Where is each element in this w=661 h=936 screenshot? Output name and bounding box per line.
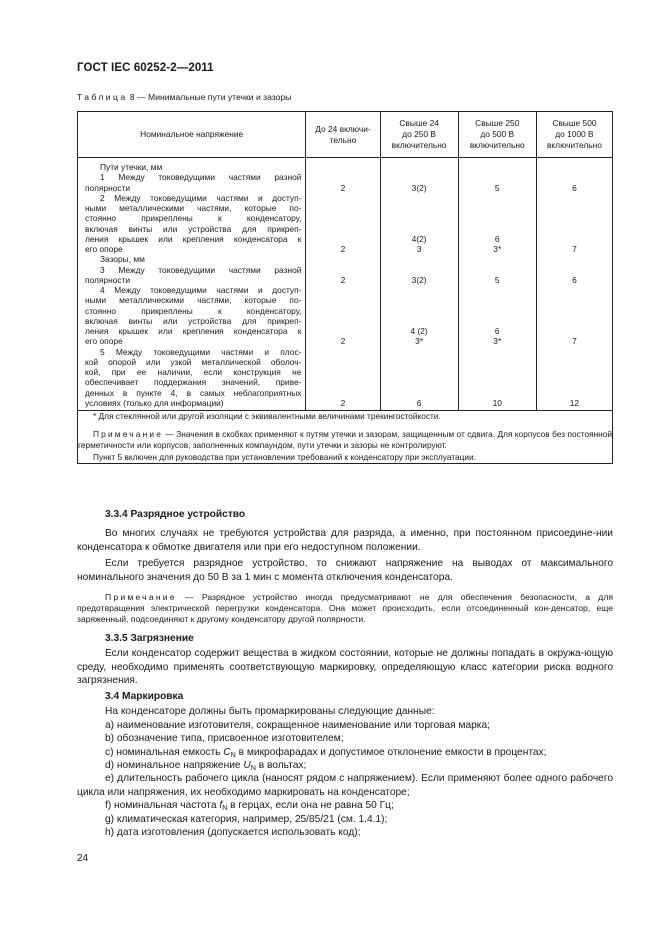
table-value — [459, 213, 536, 223]
table-value: 3(2) — [411, 182, 427, 193]
section-3-3-5 — [77, 632, 613, 688]
table-value — [459, 377, 536, 387]
list-item-f: f) номинальная частота $f_N$ в герцах, если она не равна 50 Гц; — [105, 800, 394, 813]
table-value: 2 — [340, 274, 346, 285]
table-value: 5 — [494, 182, 500, 193]
table-value — [381, 265, 458, 275]
table-note: Примечание — Значения в скобках применяют к путям утечки и зазорам, защищенным от сдвига. Для корпусов без постоянной герметичности или корпусов, заполненных компаундом, пути утечки и зазоры не контролируют. — [78, 429, 612, 450]
table-value: 3* — [415, 336, 424, 347]
table-value — [459, 367, 536, 377]
table-text-line: ными металлическими частями, которые по- — [85, 203, 302, 213]
values-col-1 — [306, 158, 380, 411]
table-value — [306, 213, 379, 223]
table-value: 2 — [340, 336, 346, 347]
table-value — [306, 377, 379, 387]
table-value — [306, 285, 379, 295]
table-value — [537, 326, 612, 336]
table-value — [537, 316, 612, 326]
table-value — [459, 224, 536, 234]
list-item-d: d) номинальное напряжение $U_N$ в вольтах; — [105, 760, 307, 773]
table-value: 5 — [494, 274, 500, 285]
table-value: 10 — [492, 397, 502, 408]
table-value — [537, 306, 612, 316]
table-value: 3 — [416, 244, 422, 254]
table-value — [306, 357, 379, 367]
col-header-up-to-24: До 24 включи- тельно — [306, 112, 380, 158]
table-text-line: Пути утечки, мм — [100, 162, 163, 172]
table-text-line: стоянно прикреплены к конденсатору, — [85, 213, 302, 224]
table-value: 6 — [572, 182, 577, 193]
table-value — [381, 347, 458, 357]
table-text-line: полярности — [85, 274, 131, 285]
table-value — [381, 357, 458, 367]
list-item-a: a) наименование изготовителя, сокращенное наименование или торговая марка; — [105, 719, 490, 731]
table-value — [537, 234, 612, 244]
table-text-line: ления крышек или крепления конденсатора к — [85, 233, 302, 244]
table-value — [381, 213, 458, 223]
table-value — [381, 172, 458, 182]
table-value — [459, 306, 536, 316]
table-value: 7 — [572, 244, 577, 254]
table-value — [459, 285, 536, 295]
section-heading: 3.3.4 Разрядное устройство — [105, 509, 246, 520]
requirement-column — [78, 158, 306, 411]
document-header: ГОСТ IEC 60252-2—2011 — [77, 62, 214, 74]
paragraph: Если конденсатор содержит вещества в жидком состоянии, которые не должны попадать в окружа-ющую среду, необходимо применять соответствующую маркировку, определяющую класс категории риска водного загрязнения. — [77, 648, 613, 687]
table-body-row — [78, 158, 613, 411]
list-item-h: h) дата изготовления (допускается использовать код); — [105, 827, 361, 839]
col-header-24-250: Свыше 24 до 250 В включительно — [380, 112, 458, 158]
table-value — [381, 203, 458, 213]
table-value — [306, 234, 379, 244]
table-value — [459, 357, 536, 367]
table-value — [537, 367, 612, 377]
table-value: 12 — [569, 397, 580, 408]
table-value — [537, 224, 612, 234]
values-col-4 — [536, 158, 612, 411]
table-text-line: ления крышек или крепления конденсатора к — [85, 326, 302, 336]
table-value — [459, 388, 536, 398]
table-value — [459, 162, 536, 172]
table-text-line: условиях (только для информации) — [85, 397, 224, 408]
table-value — [306, 193, 379, 203]
table-value: 2 — [340, 244, 346, 254]
table-value — [381, 295, 458, 305]
table-text-line: полярности — [85, 182, 131, 193]
paragraph: Во многих случаях не требуются устройства для разряда, а именно, при постоянном присоедине-нии конденсатора к обмотке двигателя или при его недоступном положении. — [77, 528, 613, 553]
table-value: 3* — [493, 336, 502, 347]
table-value — [306, 388, 379, 398]
list-item-b: b) обозначение типа, присвоенное изготовителем; — [105, 733, 344, 745]
creepage-clearance-table — [77, 111, 613, 464]
table-value — [459, 316, 536, 326]
table-value — [381, 316, 458, 326]
table-value: 6 — [494, 233, 500, 244]
table-value — [381, 306, 458, 316]
col-header-500-1000: Свыше 500 до 1000 В включительно — [536, 112, 612, 158]
table-caption-text: 8 — Минимальные пути утечки и зазоры — [127, 92, 292, 102]
table-value — [306, 347, 379, 357]
table-value: 4 (2) — [410, 326, 428, 336]
table-note-2: Пункт 5 включен для руководства при установлении требований к конденсатору при эксплуатации. — [93, 452, 476, 463]
list-item-c: c) номинальная емкость $C_N$ в микрофарадах и допустимое отклонение емкости в процентах; — [105, 746, 547, 759]
table-value — [306, 224, 379, 234]
table-value — [459, 203, 536, 213]
list-item-g: g) климатическая категория, например, 25/85/21 (см. 1.4.1); — [105, 813, 388, 825]
table-caption — [77, 92, 291, 102]
table-text-line: 3 Между токоведущими частями разной — [100, 264, 302, 275]
table-value: 6 — [416, 397, 422, 408]
table-text-line: кой, при ее наличии, если конструкция не — [85, 367, 302, 377]
table-text-line: стоянно прикреплены к конденсатору, — [85, 305, 302, 316]
values-col-3 — [458, 158, 536, 411]
table-value — [306, 326, 379, 336]
note: Примечание — Разрядное устройство иногда предусматривают не для обеспечения безопасности, а для предотвращения электрической перегрузки конденсатора. Она может происходить, если отсоединенный кон-денсатор, еще заряженный, подсоединяют к другому конденсатору другой полярности. — [77, 592, 613, 625]
table-value — [306, 295, 379, 305]
table-text-line: обеспечивает поддержания значений, приве- — [85, 377, 302, 388]
table-footnote: * Для стеклянной или другой изоляции с эквивалентными величинами трекингостойкости. — [93, 411, 441, 421]
table-value — [381, 285, 458, 295]
table-value — [537, 285, 612, 295]
table-header-row — [78, 112, 613, 158]
values-col-2 — [380, 158, 458, 411]
table-value — [381, 254, 458, 264]
table-value — [306, 172, 379, 182]
table-value — [306, 265, 379, 275]
table-value — [537, 347, 612, 357]
table-text-line: 4 Между токоведущими частями и доступ- — [100, 285, 302, 295]
table-value — [306, 203, 379, 213]
table-notes — [78, 411, 613, 464]
table-value: 6 — [494, 326, 500, 336]
table-text-line: 5 Между токоведущими частями и плос- — [100, 346, 302, 357]
section-heading: 3.4 Маркировка — [105, 691, 184, 702]
table-value — [459, 193, 536, 203]
table-value: 3* — [493, 244, 502, 254]
table-value — [537, 193, 612, 203]
table-value — [306, 254, 379, 264]
table-text-line: кой опорой или узкой металлической оболоч- — [85, 356, 302, 367]
col-header-rated-voltage: Номинальное напряжение — [78, 112, 306, 158]
table-value — [459, 265, 536, 275]
section-3-4 — [77, 690, 613, 839]
table-value — [537, 295, 612, 305]
table-text-line: ными металлическими частями, которые по- — [85, 295, 302, 306]
paragraph: На конденсаторе должны быть промаркированы следующие данные: — [105, 706, 435, 718]
table-value — [537, 162, 612, 172]
table-value — [537, 213, 612, 223]
table-value — [459, 295, 536, 305]
list-item-e: e) длительность рабочего цикла (наносят рядом с напряжением). Если применяют более одного рабочего цикла или напряжения, их необходимо маркировать на конденсаторе; — [77, 773, 613, 798]
table-text-line: включая винты или устройства для прикреп- — [85, 223, 302, 234]
table-value — [306, 306, 379, 316]
section-3-3-4 — [77, 508, 613, 625]
table-value — [537, 172, 612, 182]
section-heading: 3.3.5 Загрязнение — [105, 633, 194, 644]
table-text-line: Зазоры, мм — [100, 254, 145, 265]
table-text-line: 1 Между токоведущими частями разной — [100, 172, 302, 183]
table-text-line: его опоре — [85, 336, 123, 347]
table-value — [381, 377, 458, 387]
table-text-line: денных в пункте 4, в самых неблагоприятных — [85, 387, 302, 398]
table-value — [306, 162, 379, 172]
table-value: 7 — [572, 336, 577, 347]
table-value — [459, 254, 536, 264]
table-value — [459, 347, 536, 357]
paragraph: Если требуется разрядное устройство, то снижают напряжение на выводах от максимального номинального значения до 50 В за 1 мин с момента отключения конденсатора. — [77, 558, 613, 583]
col-header-250-500: Свыше 250 до 500 В включительно — [458, 112, 536, 158]
table-value — [306, 367, 379, 377]
table-value — [537, 377, 612, 387]
table-value — [459, 172, 536, 182]
table-value — [537, 254, 612, 264]
table-value — [381, 388, 458, 398]
table-value — [537, 357, 612, 367]
table-text-line: 2 Между токоведущими частями и доступ- — [100, 192, 302, 203]
table-value — [306, 316, 379, 326]
table-value: 2 — [340, 182, 346, 193]
table-text-line: включая винты или устройства для прикреп- — [85, 315, 302, 326]
table-value — [537, 265, 612, 275]
table-caption-label: Таблица — [77, 92, 128, 102]
table-value — [381, 367, 458, 377]
table-value: 6 — [572, 274, 577, 285]
table-value: 4(2) — [411, 233, 427, 244]
table-value — [537, 388, 612, 398]
table-text-line: его опоре — [85, 244, 123, 254]
table-value — [537, 203, 612, 213]
table-value — [381, 224, 458, 234]
table-value: 3(2) — [411, 274, 427, 285]
table-footer-row — [78, 411, 613, 464]
table-value — [381, 193, 458, 203]
page-number: 24 — [77, 853, 89, 864]
table-value: 2 — [340, 397, 346, 408]
table-value — [381, 162, 458, 172]
